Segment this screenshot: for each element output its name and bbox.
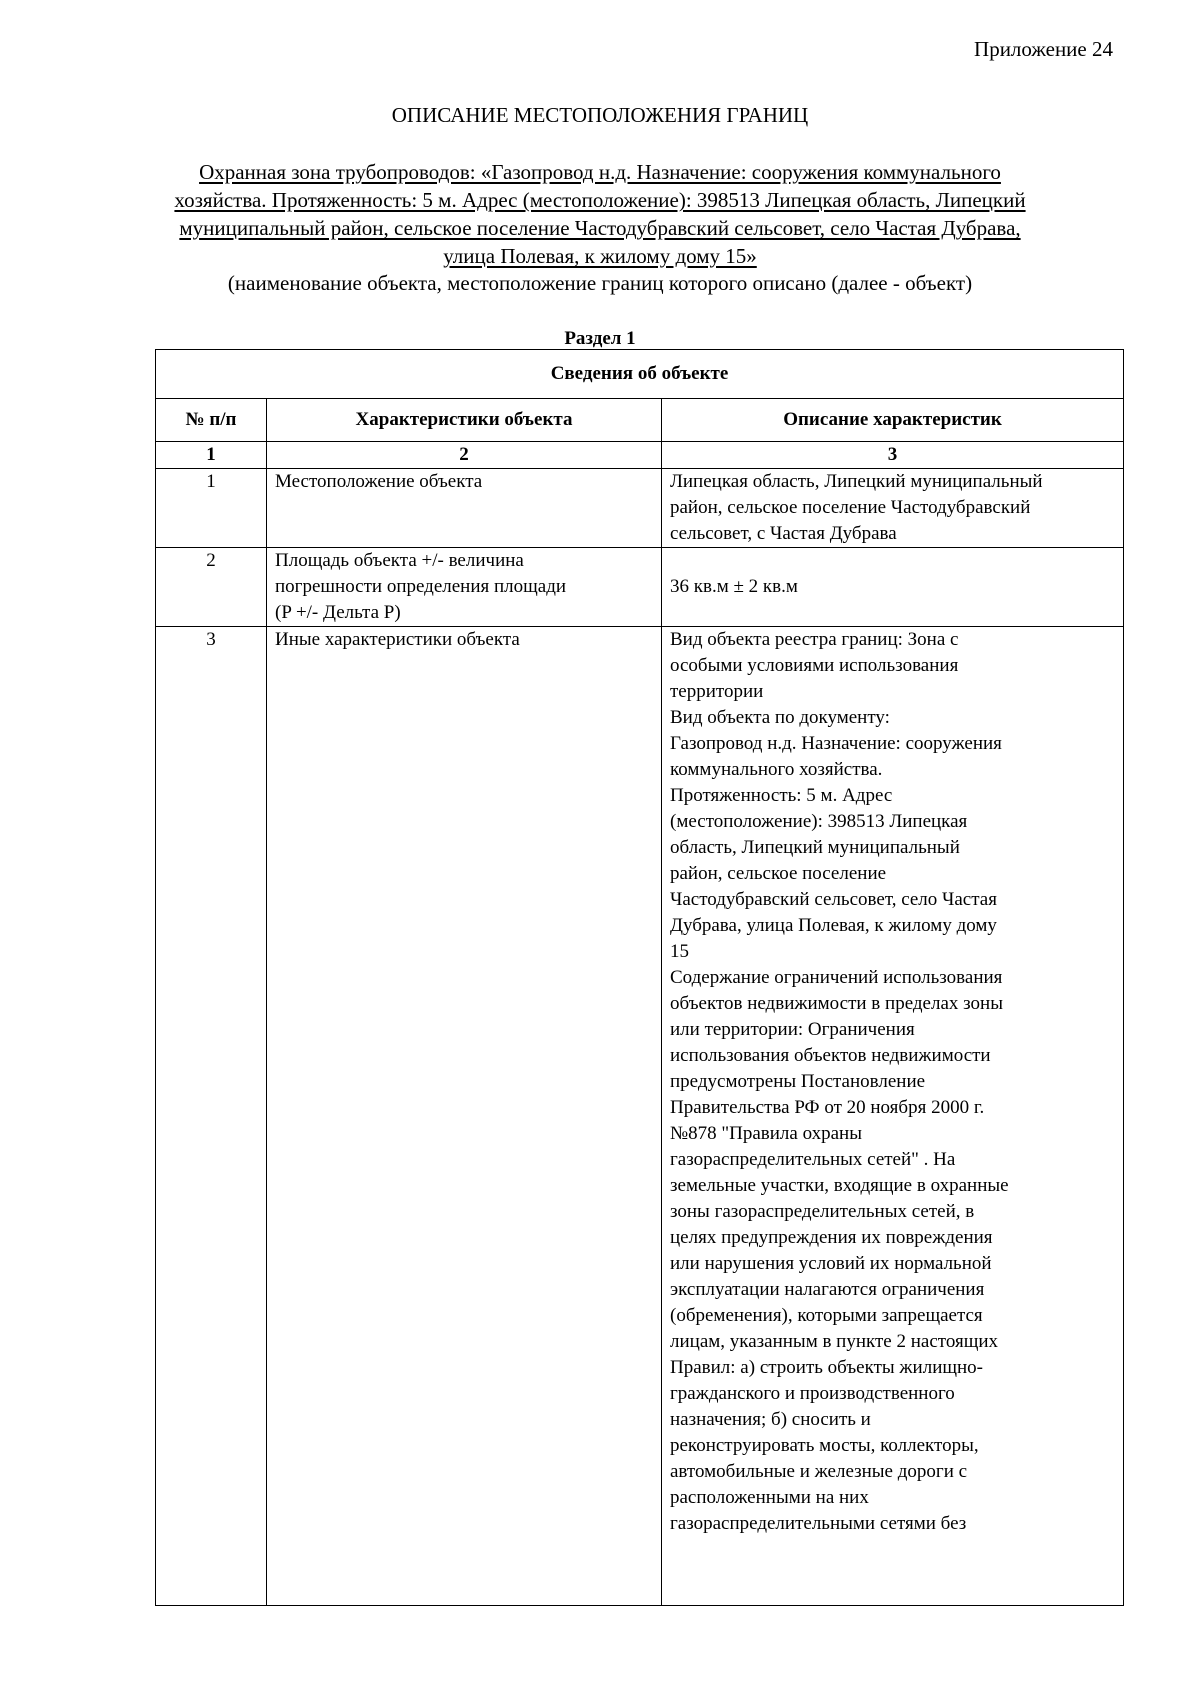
description-line: земельные участки, входящие в охранные <box>670 1175 1009 1196</box>
table-header: Сведения об объекте <box>156 350 1124 399</box>
row-characteristic: Местоположение объекта <box>267 469 662 548</box>
description-line: предусмотрены Постановление <box>670 1071 926 1092</box>
description-line: использования объектов недвижимости <box>670 1045 991 1066</box>
table-row <box>156 469 1124 548</box>
description-line: или территории: Ограничения <box>670 1019 915 1040</box>
object-name-caption: (наименование объекта, местоположение границ которого описано (далее - объект) <box>227 271 973 295</box>
description-line: реконструировать мосты, коллекторы, <box>670 1435 979 1456</box>
row-number: 2 <box>156 548 267 627</box>
column-number: 1 <box>156 442 267 469</box>
row-number: 3 <box>156 627 267 1606</box>
characteristic-line: Площадь объекта +/- величина <box>275 550 524 571</box>
description-line: особыми условиями использования <box>670 655 959 676</box>
row-number: 1 <box>156 469 267 548</box>
description-line: газораспределительными сетями без <box>670 1513 967 1534</box>
row-characteristic <box>267 548 662 627</box>
description-line: Содержание ограничений использования <box>670 967 1003 988</box>
section-title: Раздел 1 <box>564 328 636 349</box>
description-line: №878 "Правила охраны <box>670 1123 862 1144</box>
table-header-row <box>156 350 1124 399</box>
description-line: территории <box>670 681 764 702</box>
row-description <box>662 627 1124 1606</box>
description-line: Частодубравский сельсовет, село Частая <box>670 889 997 910</box>
description-line: Вид объекта по документу: <box>670 707 890 728</box>
description-line: (обременения), которыми запрещается <box>670 1305 983 1326</box>
description-line: зоны газораспределительных сетей, в <box>670 1201 975 1222</box>
description-line: гражданского и производственного <box>670 1383 955 1404</box>
description-line: (местоположение): 398513 Липецкая <box>670 811 968 832</box>
description-line: Вид объекта реестра границ: Зона с <box>670 629 959 650</box>
description-line: 15 <box>670 941 689 962</box>
table-row <box>156 548 1124 627</box>
table-column-numbers <box>156 442 1124 469</box>
description-line: Протяженность: 5 м. Адрес <box>670 785 893 806</box>
description-line: расположенными на них <box>670 1487 869 1508</box>
row-description <box>662 469 1124 548</box>
description-line: Газопровод н.д. Назначение: сооружения <box>670 733 1002 754</box>
description-line: целях предупреждения их повреждения <box>670 1227 993 1248</box>
description-line: или нарушения условий их нормальной <box>670 1253 992 1274</box>
description-line: Липецкая область, Липецкий муниципальный <box>670 471 1043 492</box>
description-line: район, сельское поселение <box>670 863 887 884</box>
description-line: Правительства РФ от 20 ноября 2000 г. <box>670 1097 985 1118</box>
object-name-line: хозяйства. Протяженность: 5 м. Адрес (местоположение): 398513 Липецкая область, Липецкий <box>174 188 1026 212</box>
description-line: коммунального хозяйства. <box>670 759 883 780</box>
column-number: 2 <box>267 442 662 469</box>
description-line: район, сельское поселение Частодубравский <box>670 497 1031 518</box>
appendix-label: Приложение 24 <box>974 37 1113 61</box>
description-line: автомобильные и железные дороги с <box>670 1461 968 1482</box>
characteristic-line: погрешности определения площади <box>275 576 567 597</box>
column-header-characteristic: Характеристики объекта <box>267 399 662 442</box>
description-line: эксплуатации налагаются ограничения <box>670 1279 985 1300</box>
object-name <box>140 158 1060 270</box>
characteristic-line: (P +/- Дельта P) <box>275 602 401 623</box>
object-name-line: муниципальный район, сельское поселение Частодубравский сельсовет, село Частая Дубрава, <box>179 216 1021 240</box>
description-line: назначения; б) сносить и <box>670 1409 871 1430</box>
description-line: сельсовет, с Частая Дубрава <box>670 523 897 544</box>
row-characteristic: Иные характеристики объекта <box>267 627 662 1606</box>
description-line: газораспределительных сетей" . На <box>670 1149 956 1170</box>
table-column-headers <box>156 399 1124 442</box>
description-line: Правил: а) строить объекты жилищно- <box>670 1357 983 1378</box>
column-header-number: № п/п <box>156 399 267 442</box>
description-line: область, Липецкий муниципальный <box>670 837 960 858</box>
description-line: Дубрава, улица Полевая, к жилому дому <box>670 915 997 936</box>
column-number: 3 <box>662 442 1124 469</box>
description-line: объектов недвижимости в пределах зоны <box>670 993 1003 1014</box>
column-header-description: Описание характеристик <box>662 399 1124 442</box>
description-line: лицам, указанным в пункте 2 настоящих <box>670 1331 999 1352</box>
object-name-line: улица Полевая, к жилому дому 15» <box>443 244 757 268</box>
document-title: ОПИСАНИЕ МЕСТОПОЛОЖЕНИЯ ГРАНИЦ <box>391 103 809 127</box>
object-info-table <box>155 349 1124 1606</box>
object-name-line: Охранная зона трубопроводов: «Газопровод н.д. Назначение: сооружения коммунального <box>199 160 1001 184</box>
row-description: 36 кв.м ± 2 кв.м <box>662 548 1124 627</box>
table-row <box>156 627 1124 1606</box>
